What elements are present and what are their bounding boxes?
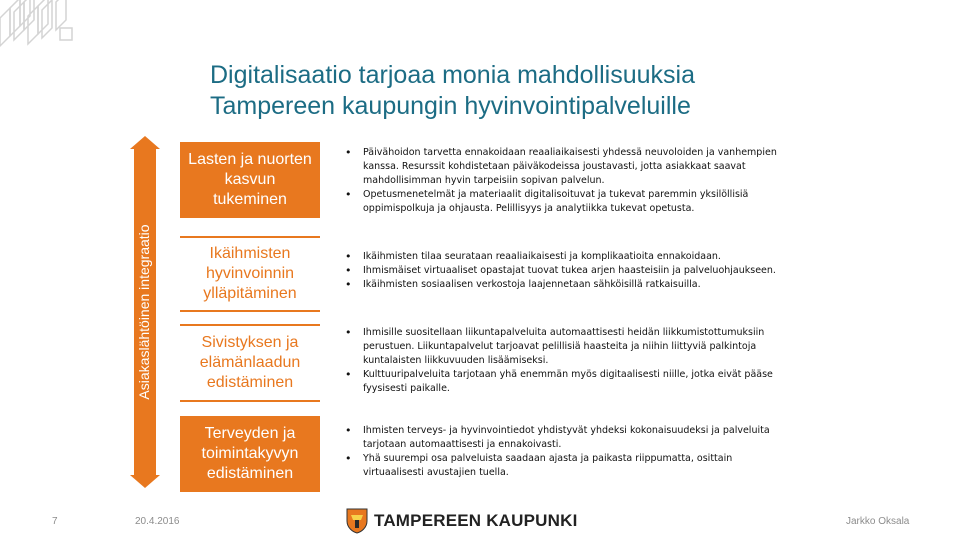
category-box-elderly: [180, 236, 320, 312]
category-box-health: [180, 416, 320, 492]
bullet-list: [342, 424, 792, 480]
row-elderly: [180, 236, 960, 312]
title-line-1: Digitalisaatio tarjoaa monia mahdollisuuksia: [210, 61, 695, 89]
category-label: Terveyden ja toimintakyvyn edistäminen: [201, 425, 299, 482]
author-name: Jarkko Oksala: [846, 516, 910, 527]
row-health: [180, 416, 960, 492]
arrow-head-up-icon: [130, 136, 160, 149]
bullet-item: • Yhä suurempi osa palveluista saadaan ajasta ja paikasta riippumatta, osittain virtuaalisesti avustajien tuella.: [342, 452, 792, 480]
bullet-item: • Kulttuuripalveluita tarjotaan yhä enemmän myös digitaalisesti niille, jotka eivät pääse fyysisesti paikalle.: [342, 368, 792, 396]
bullet-item: • Ihmisten terveys- ja hyvinvointiedot yhdistyvät yhdeksi kokonaisuudeksi ja palveluita tarjotaan automaattisesti ja ennakoivasti.: [342, 424, 792, 452]
brand-logo: [346, 508, 578, 534]
bullet-list: [342, 250, 792, 292]
bullet-item: • Ihmismäiset virtuaaliset opastajat tuovat tukea arjen haasteisiin ja palveluohjaukseen.: [342, 264, 792, 278]
row-education-culture: [180, 324, 960, 402]
coat-of-arms-icon: [346, 508, 368, 534]
brand-name: TAMPEREEN KAUPUNKI: [374, 511, 578, 530]
category-label: Ikäihmisten hyvinvoinnin ylläpitäminen: [203, 245, 297, 302]
category-label: Lasten ja nuorten kasvun tukeminen: [188, 151, 312, 208]
row-children-youth: [180, 142, 960, 218]
slide-title: [210, 60, 910, 122]
category-box-children: [180, 142, 320, 218]
page-number: 7: [52, 516, 58, 527]
title-line-2: Tampereen kaupungin hyvinvointipalveluille: [210, 92, 691, 120]
integration-label: Asiakaslähtöinen integraatio: [136, 224, 152, 400]
bullet-list: [342, 326, 792, 396]
category-box-education: [180, 324, 320, 402]
category-label: Sivistyksen ja elämänlaadun edistäminen: [199, 334, 301, 391]
bullet-item: • Päivähoidon tarvetta ennakoidaan reaaliaikaisesti yhdessä neuvoloiden ja vanhempien kanssa. Resurssit kohdistetaan päiväkodeissa joustavasti, jotta asiakkaat saavat mahdollisimman hyvin tarpeisiin sopivan palvelun.: [342, 146, 792, 188]
arrow-head-down-icon: [130, 475, 160, 488]
bullet-item: • Ikäihmisten tilaa seurataan reaaliaikaisesti ja komplikaatioita ennakoidaan.: [342, 250, 792, 264]
bullet-item: • Ihmisille suositellaan liikuntapalveluita automaattisesti heidän liikkumistottumuksiin perustuen. Liikuntapalvelut tarjoavat pelillisiä haasteita ja niihin liittyviä palkintoja kuntalaisten liikkuvuuden lisäämiseksi.: [342, 326, 792, 368]
slide-date: 20.4.2016: [135, 516, 180, 527]
bullet-list: [342, 146, 792, 216]
bullet-item: • Opetusmenetelmät ja materiaalit digitalisoituvat ja tukevat paremmin yksilöllisiä oppimispolkuja ja ohjausta. Pelillisyys ja analytiikka tukevat opetusta.: [342, 188, 792, 216]
decorative-grid-graphic: [0, 0, 200, 60]
bullet-item: • Ikäihmisten sosiaalisen verkostoja laajennetaan sähköisillä ratkaisuilla.: [342, 278, 792, 292]
